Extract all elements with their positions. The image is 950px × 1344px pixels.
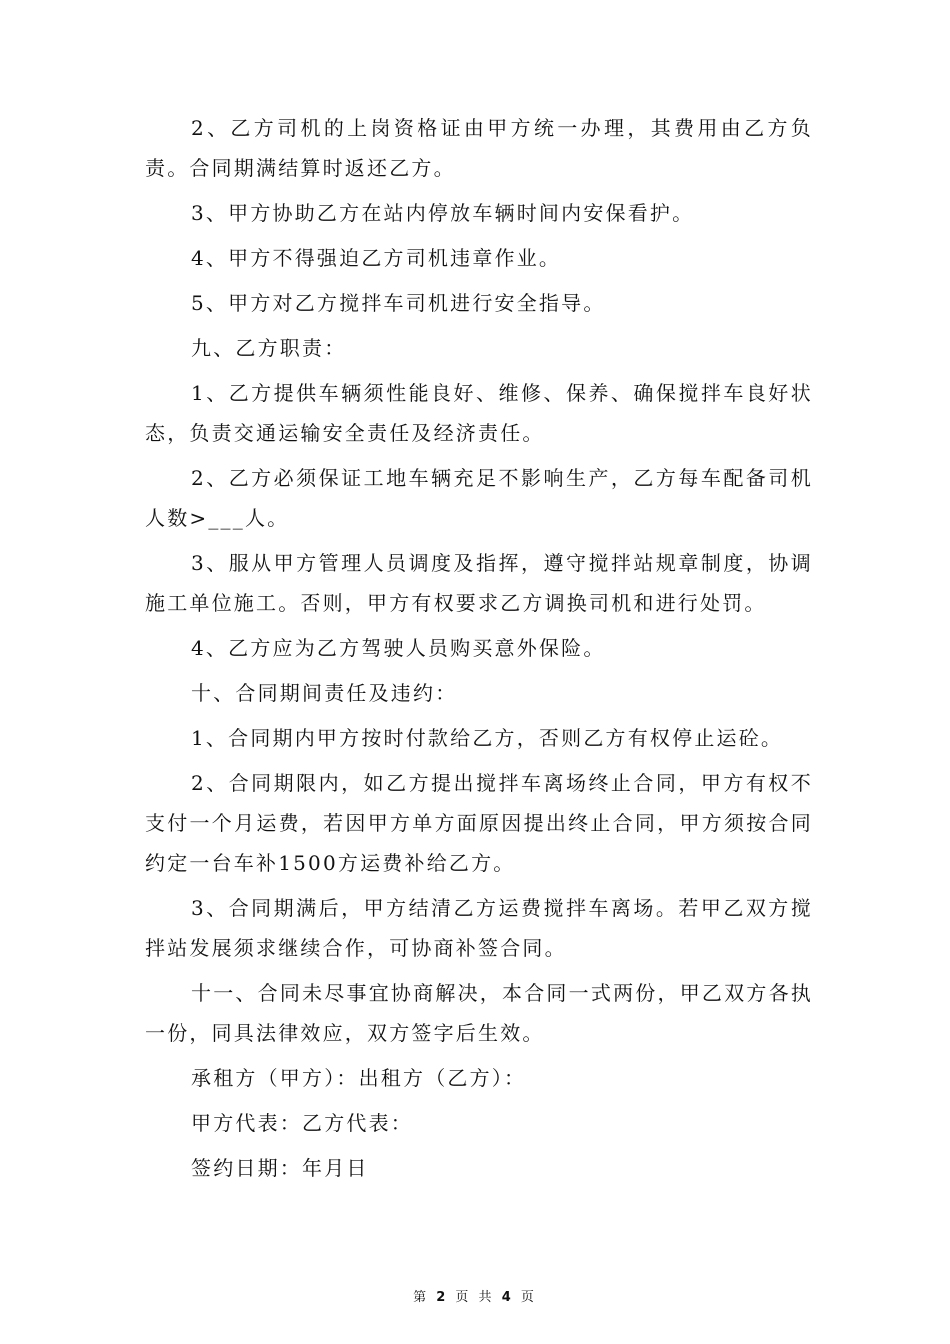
clause-paragraph: 4、甲方不得强迫乙方司机违章作业。 [191,246,562,270]
clause-paragraph: 十一、合同未尽事宜协商解决，本合同一式两份，甲乙双方各执一份，同具法律效应，双方签字后生效。 [145,981,813,1045]
clause-paragraph: 2、乙方必须保证工地车辆充足不影响生产，乙方每车配备司机人数>___人。 [145,466,813,530]
section-heading: 九、乙方职责： [191,336,347,360]
clause-paragraph: 3、合同期满后，甲方结清乙方运费搅拌车离场。若甲乙双方搅拌站发展须求继续合作，可协商补签合同。 [145,896,813,960]
clause-paragraph: 1、乙方提供车辆须性能良好、维修、保养、确保搅拌车良好状态，负责交通运输安全责任及经济责任。 [145,381,813,445]
current-page-number: 2 [436,1290,449,1305]
clause-paragraph: 4、乙方应为乙方驾驶人员购买意外保险。 [191,636,606,660]
total-page-number: 4 [501,1290,514,1305]
section-heading: 十、合同期间责任及违约： [191,681,458,705]
signature-date: 签约日期：年月日 [191,1156,369,1180]
clause-paragraph: 2、合同期限内，如乙方提出搅拌车离场终止合同，甲方有权不支付一个月运费，若因甲方单方面原因提出终止合同，甲方须按合同约定一台车补1500方运费补给乙方。 [145,771,813,875]
signature-representatives: 甲方代表：乙方代表： [191,1111,413,1135]
contract-body [145,108,813,1188]
clause-paragraph: 1、合同期内甲方按时付款给乙方，否则乙方有权停止运砼。 [191,726,784,750]
signature-parties: 承租方（甲方）：出租方（乙方）： [191,1066,527,1090]
footer-suffix: 页 [520,1290,537,1305]
footer-middle: 页 共 [455,1290,495,1305]
clause-paragraph: 2、乙方司机的上岗资格证由甲方统一办理，其费用由乙方负责。合同期满结算时返还乙方。 [145,116,813,180]
clause-paragraph: 5、甲方对乙方搅拌车司机进行安全指导。 [191,291,606,315]
page-footer [0,1286,950,1305]
clause-paragraph: 3、服从甲方管理人员调度及指挥，遵守搅拌站规章制度，协调施工单位施工。否则，甲方有权要求乙方调换司机和进行处罚。 [145,551,813,615]
clause-paragraph: 3、甲方协助乙方在站内停放车辆时间内安保看护。 [191,201,695,225]
footer-prefix: 第 [413,1290,430,1305]
